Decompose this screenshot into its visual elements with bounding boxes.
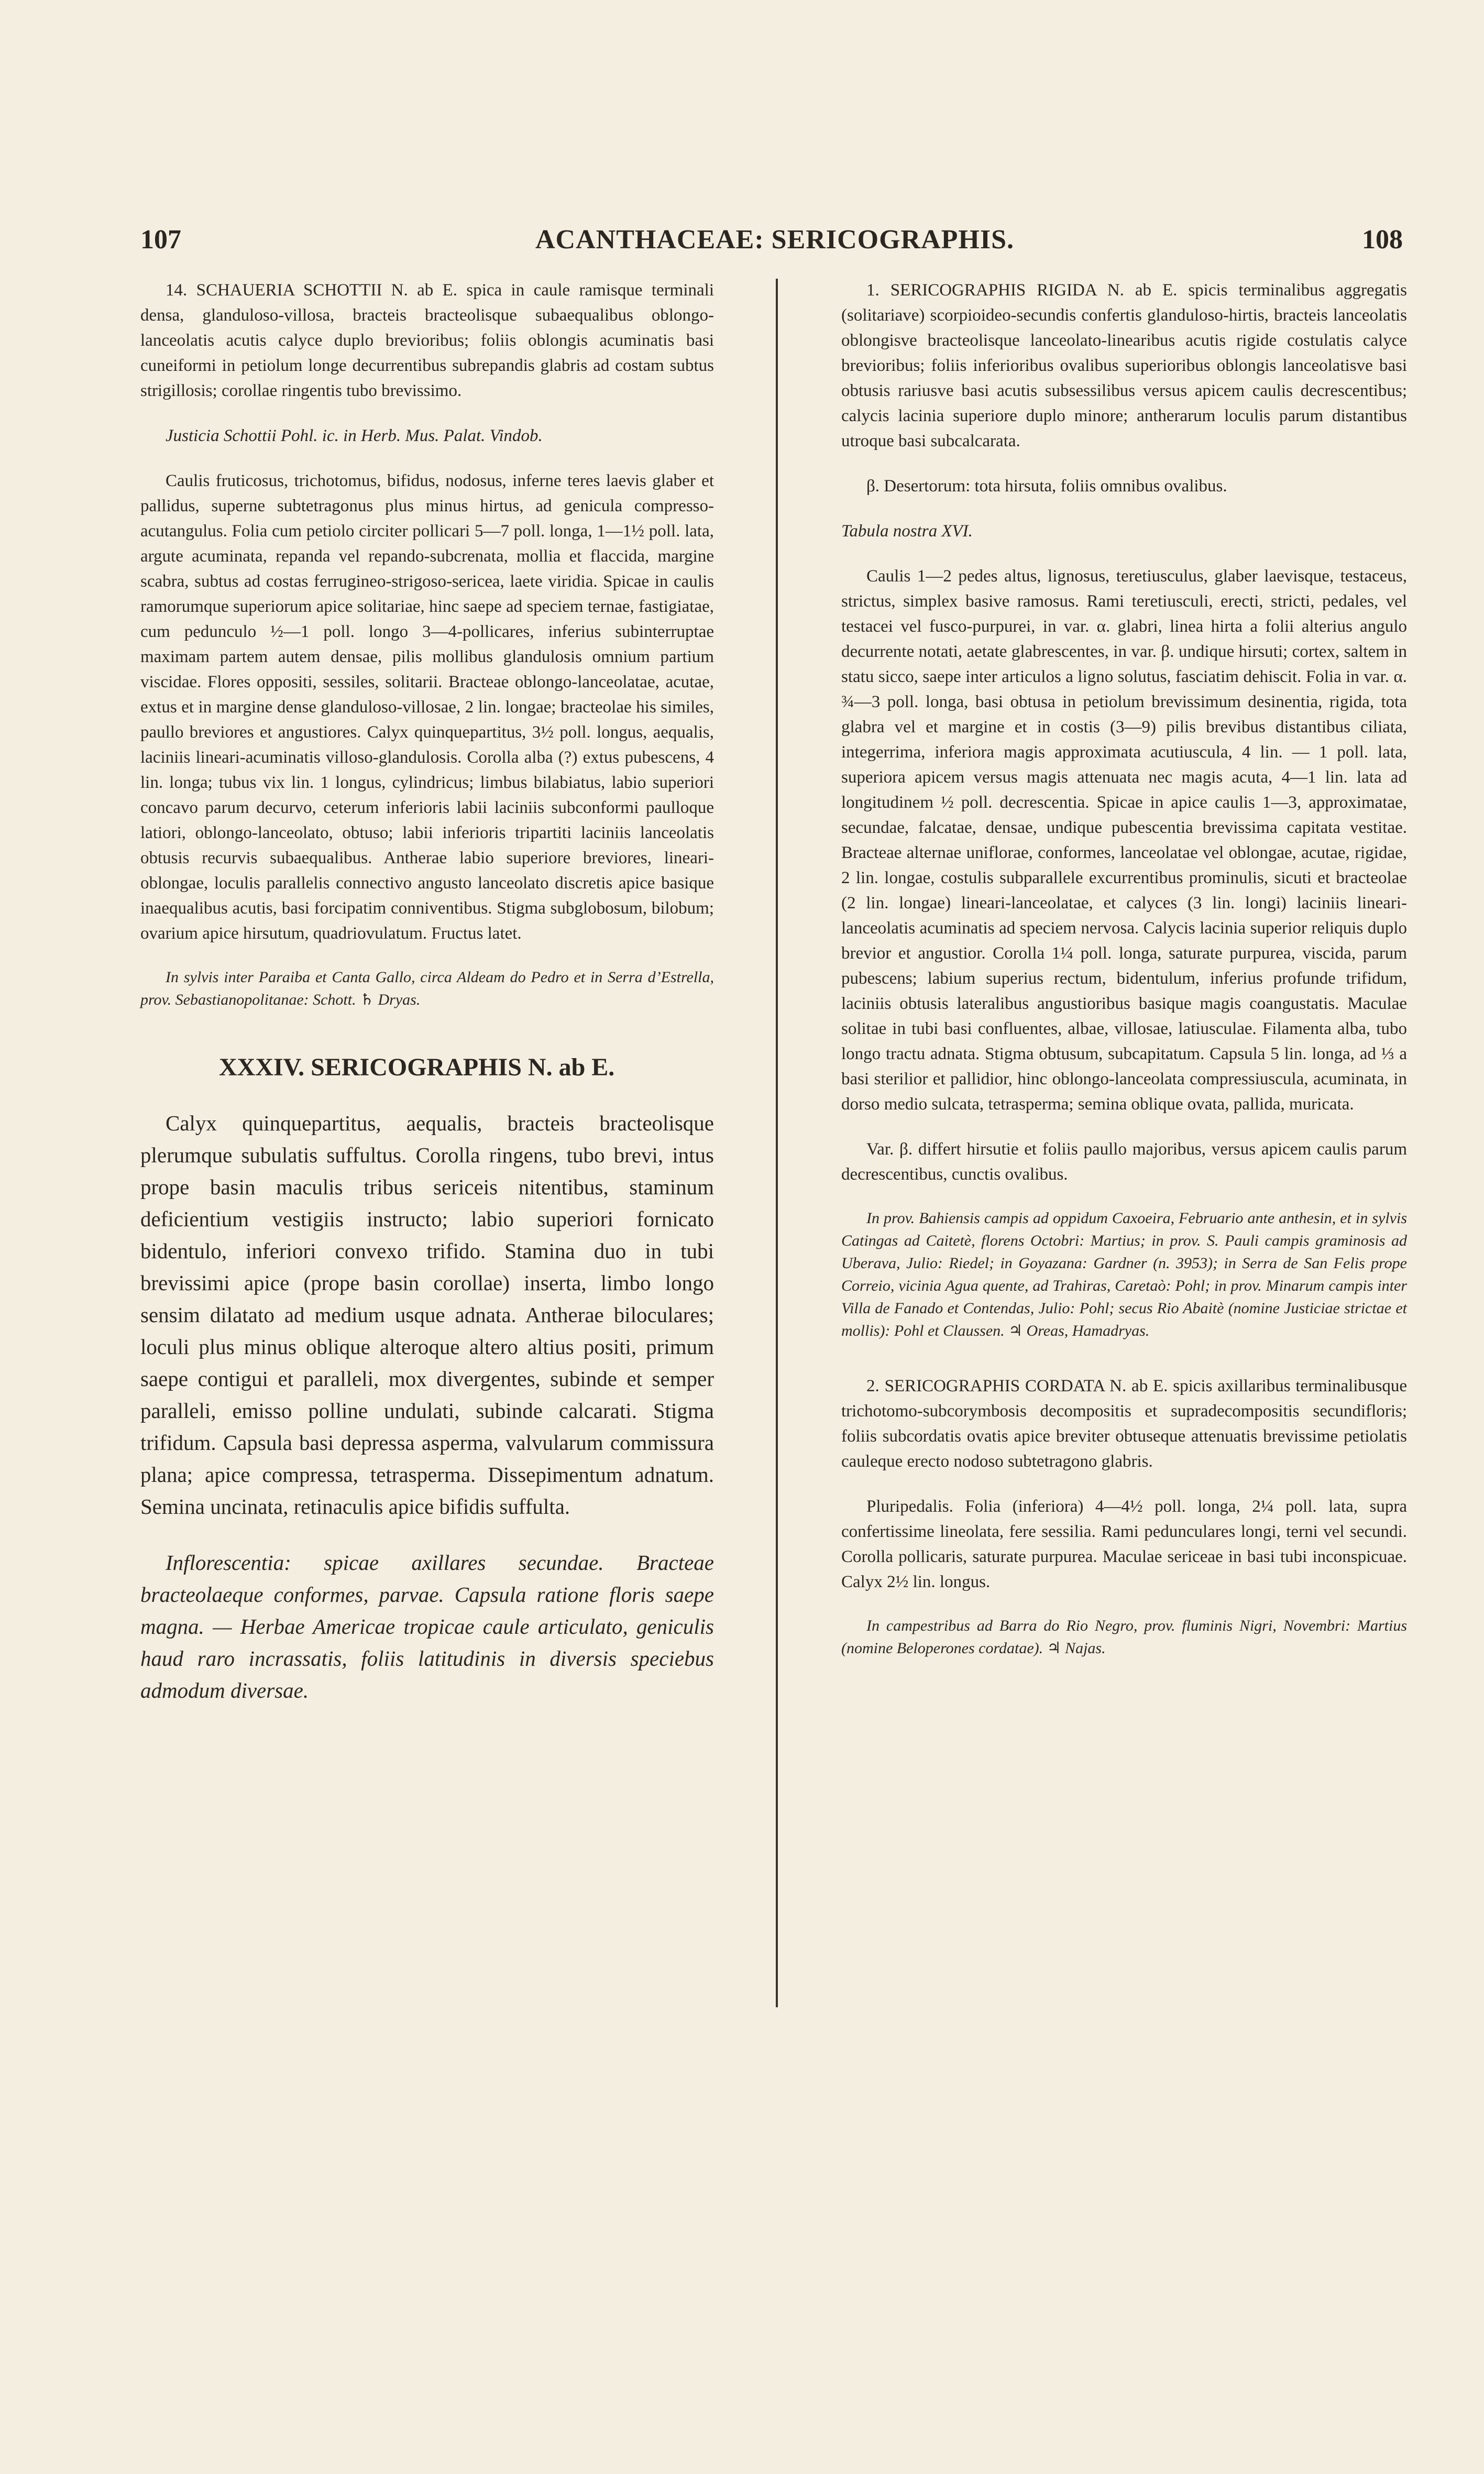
species-2-diagnosis: 2. SERICOGRAPHIS CORDATA N. ab E. spicis axillaribus terminalibusque trichotomo-subcorymbosis decompositis et supradecompositis secundifloris; foliis subcordatis ovatis apice breviter obtuseque attenuatis brevissime petiolatis cauleque erecto nodoso subtetragono glabris. <box>841 1377 1407 1471</box>
species-1-diagnosis: 1. SERICOGRAPHIS RIGIDA N. ab E. spicis terminalibus aggregatis (solitariave) scorpioideo-secundis confertis glanduloso-hirtis, bracteis lanceolatis oblongisve bracteolisque lanceolato-linearibus acutis rigide costulatis calyce brevioribus; foliis inferioribus ovalibus superioribus oblongis lanceolatisve basi obtusis rariusve basi acutis subsessilibus versus apicem caulis decrescentibus; calycis lacinia superiore duplo minore; antherarum loculis parum distantibus utroque basi subcalcarata. <box>841 281 1407 450</box>
column-divider <box>776 279 778 2007</box>
species-14-description: Caulis fruticosus, trichotomus, bifidus, nodosus, inferne teres laevis glaber et pallidus, superne subtetragonus plus minus hirtus, ad genicula compresso-acutangulus. Folia cum petiolo circiter pollicari 5—7 poll. longa, 1—1½ poll. lata, argute acuminata, repanda vel repando-subcrenata, mollia et flaccida, margine scabra, subtus ad costas ferrugineo-strigoso-sericea, laete viridia. Spicae in caulis ramorumque superiorum apice solitariae, hinc saepe ad speciem ternae, fastigiatae, cum pedunculo ½—1 poll. longo 3—4-pollicares, inferius subinterruptae maximam partem autem densae, pilis mollibus glandulosis omnium partium viscidae. Flores oppositi, sessiles, solitarii. Bracteae oblongo-lanceolatae, acutae, extus et in margine dense glanduloso-villosae, 2 lin. longae; bracteolae his similes, paullo breviores et angustiores. Calyx quinquepartitus, 3½ poll. longus, aequalis, laciniis lineari-acuminatis villoso-glandulosis. Corolla alba (?) extus pubescens, 4 lin. longa; tubus vix lin. 1 longus, cylindricus; limbus bilabiatus, labio superiori concavo parum decurvo, ceterum inferioris labii laciniis subconformi paulloque latiori, oblongo-lanceolato, obtuso; labii inferioris tripartiti laciniis lanceolatis obtusis recurvis subaequalibus. Antherae labio superiore breviores, lineari-oblongae, loculis parallelis connectivo angusto lanceolato discretis apice basique inaequalibus acutis, basi forcipatim conniventibus. Stigma subglobosum, bilobum; ovarium apice hirsutum, quadriovulatum. Fructus latet. <box>140 471 714 943</box>
left-column <box>140 278 714 1707</box>
genus-title: XXXIV. SERICOGRAPHIS N. ab E. <box>219 1053 615 1081</box>
species-1-variety: β. Desertorum: tota hirsuta, foliis omnibus ovalibus. <box>866 477 1227 496</box>
genus-inflorescence: Inflorescentia: spicae axillares secundae. Bracteae bracteolaeque conformes, parvae. Capsula ratione floris saepe magna. — Herbae Americae tropicae caule articulato, geniculis haud raro incrassatis, foliis latitudinis in diversis speciebus admodum diversae. <box>140 1551 714 1702</box>
species-2-locality: In campestribus ad Barra do Rio Negro, prov. fluminis Nigri, Novembri: Martius (nomine Beloperones cordatae). ♃ Najas. <box>841 1617 1407 1657</box>
species-14-diagnosis: 14. SCHAUERIA SCHOTTII N. ab E. spica in caule ramisque terminali densa, glanduloso-villosa, bracteis bracteolisque subaequalibus oblongo-lanceolatis acutis calyce duplo brevioribus; foliis oblongis acuminatis basi cuneiformi in petiolum longe decurrentibus subrepandis glabris ad costam subtus strigillosis; corollae ringentis tubo brevissimo. <box>140 281 714 400</box>
page-number-right: 108 <box>1362 225 1403 255</box>
species-2-description: Pluripedalis. Folia (inferiora) 4—4½ poll. longa, 2¼ poll. lata, supra confertissime lineolata, fere sessilia. Rami pedunculares longi, terni vel secundi. Corolla pollicaris, saturate purpurea. Maculae sericeae in basi tubi inconspicuae. Calyx 2½ lin. longus. <box>841 1497 1407 1591</box>
species-1-locality: In prov. Bahiensis campis ad oppidum Caxoeira, Februario ante anthesin, et in sylvis Catingas ad Caitetè, florens Octobri: Martius; in prov. S. Pauli campis graminosis ad Uberava, Julio: Riedel; in Goyazana: Gardner (n. 3953); in Serra de San Felis prope Correio, vicinia Agua quente, ad Trahiras, Caretaò: Pohl; in prov. Minarum campis inter Villa de Fanado et Contendas, Julio: Pohl; secus Rio Abaitè (nomine Justiciae strictae et mollis): Pohl et Claussen. ♃ Oreas, Hamadryas. <box>841 1209 1407 1339</box>
right-column <box>841 278 1407 1659</box>
genus-description: Calyx quinquepartitus, aequalis, bracteis bracteolisque plerumque subulatis suffultus. Corolla ringens, tubo brevi, intus prope basin maculis tribus sericeis nitentibus, staminum deficientium vestigiis instructo; labio superiori fornicato bidentulo, inferiori convexo trifido. Stamina duo in tubi brevissimi apice (prope basin corollae) inserta, limbo longo sensim dilatato ad medium usque adnata. Antherae biloculares; loculi plus minus oblique alteroque altero altius positi, primum saepe contigui et paralleli, mox divergentes, subinde et semper paralleli, emisso polline undulati, subinde calcarati. Stigma trifidum. Capsula basi depressa asperma, valvularum commissura plana; apice compressa, tetrasperma. Dissepimentum adnatum. Semina uncinata, retinaculis apice bifidis suffulta. <box>140 1111 714 1519</box>
species-14-synonym: Justicia Schottii Pohl. ic. in Herb. Mus. Palat. Vindob. <box>166 426 543 445</box>
species-14-locality: In sylvis inter Paraiba et Canta Gallo, circa Aldeam do Pedro et in Serra d’Estrella, prov. Sebastianopolitanae: Schott. ♄ Dryas. <box>140 969 714 1008</box>
species-1-tabula: Tabula nostra XVI. <box>841 522 973 541</box>
species-1-description: Caulis 1—2 pedes altus, lignosus, teretiusculus, glaber laevisque, testaceus, strictus, simplex basive ramosus. Rami teretiusculi, erecti, stricti, pedales, vel testacei vel fusco-purpurei, in var. α. glabri, linea hirta a folii alterius angulo decurrente notati, aetate glabrescentes, in var. β. undique hirsuti; cortex, saltem in statu sicco, saepe inter articulos a ligno solutus, fasciatim dehiscit. Folia in var. α. ¾—3 poll. longa, basi obtusa in petiolum brevissimum desinentia, rigida, tota glabra vel et margine et in costis (3—9) pilis brevibus distantibus ciliata, integerrima, inferiora magis approximata acutiuscula, 4 lin. — 1 poll. lata, superiora apicem versus magis attenuata nec magis acuta, 4—1 lin. lata ad longitudinem ½ poll. decrescentia. Spicae in apice caulis 1—3, approximatae, secundae, falcatae, densae, undique pubescentia brevissima capitata vestitae. Bracteae alternae uniflorae, conformes, lanceolatae vel oblongae, acutae, rigidae, 2 lin. longae, costulis subparallele excurrentibus prominulis, sicuti et bracteolae (2 lin. longae) lineari-lanceolatae, et calyces (3 lin. longi) laciniis lineari-lanceolatis acuminatis ad speciem nervosa. Calycis lacinia superior reliquis duplo brevior et angustior. Corolla 1¼ poll. longa, saturate purpurea, viscida, parum pubescens; labium superius rectum, bidentulum, inferius profunde trifidum, laciniis obtusis lateralibus angustioribus basique magis coangustatis. Maculae solitae in tubi basi confluentes, albae, villosae, latiusculae. Filamenta alba, tubo longo tractu adnata. Stigma obtusum, subcapitatum. Capsula 5 lin. longa, ad ⅓ a basi sterilior et pallidior, hinc oblongo-lanceolata compressiuscula, acuminata, in dorso medio sulcata, tetrasperma; semina oblique ovata, pallida, muricata. <box>841 567 1407 1114</box>
page-number-left: 107 <box>140 225 181 255</box>
species-1-variety-note: Var. β. differt hirsutie et foliis paullo majoribus, versus apicem caulis parum decrescentibus, cunctis ovalibus. <box>841 1140 1407 1184</box>
running-title: ACANTHACEAE: SERICOGRAPHIS. <box>535 225 1014 255</box>
